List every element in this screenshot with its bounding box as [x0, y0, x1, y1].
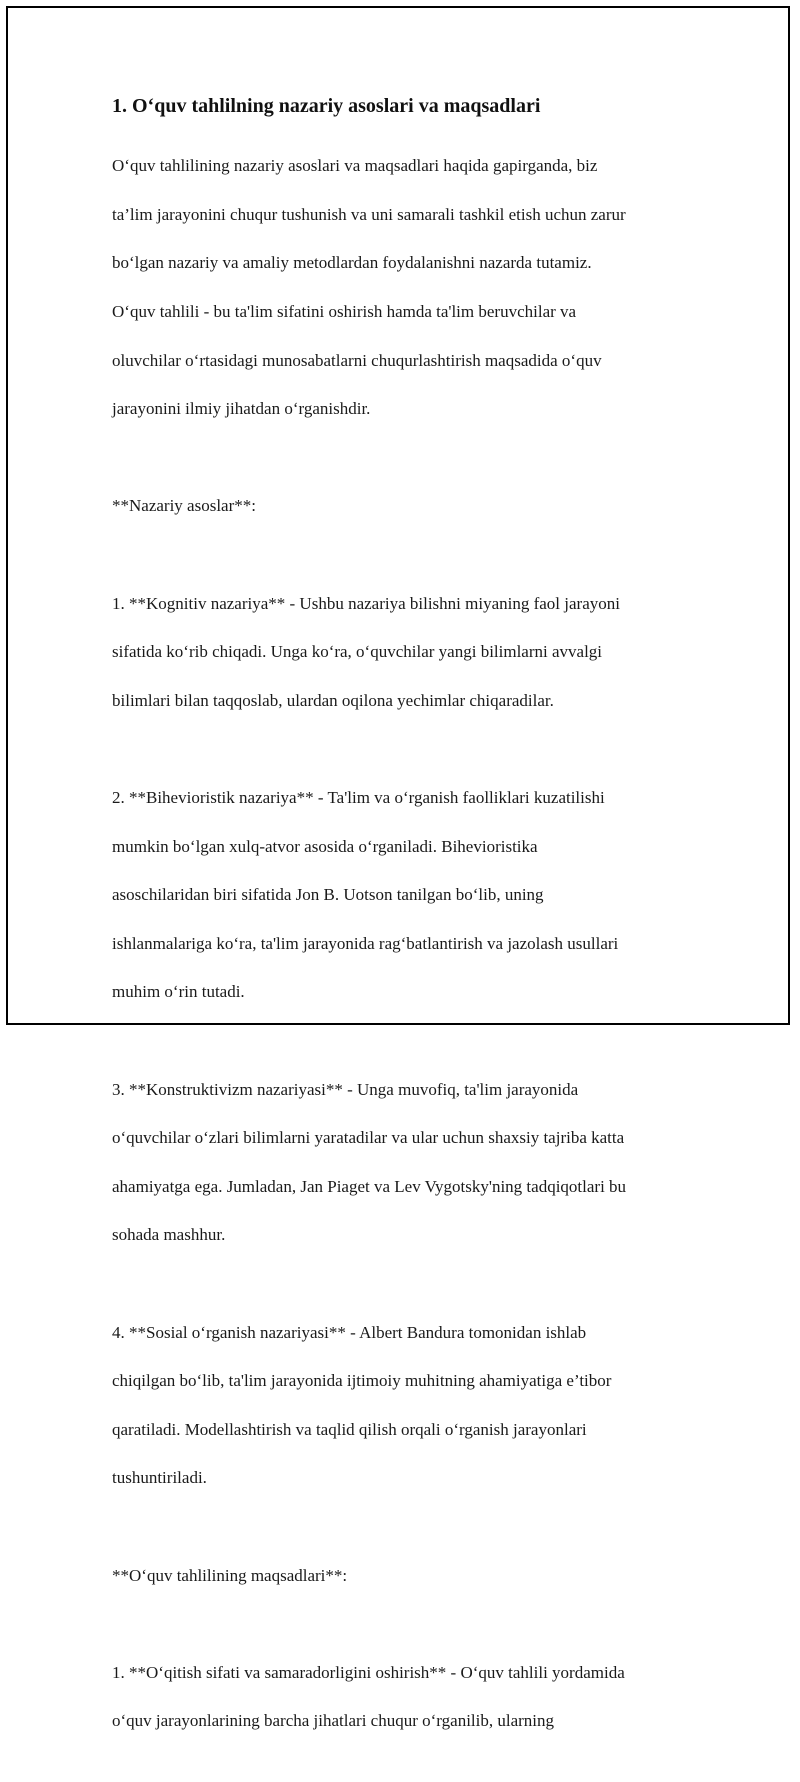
text-line: sohada mashhur.: [112, 1225, 226, 1245]
text-line: chiqilgan bo‘lib, ta'lim jarayonida ijtimoiy muhitning ahamiyatiga e’tibor: [112, 1371, 612, 1391]
document-title: 1. O‘quv tahlilning nazariy asoslari va maqsadlari: [112, 95, 541, 117]
section-heading-goals: [112, 1539, 692, 1612]
list-item-quality: [112, 1636, 692, 1757]
text-line: tushuntiriladi.: [112, 1468, 207, 1488]
list-item-social-learning: [112, 1296, 692, 1515]
text-line: ahamiyatga ega. Jumladan, Jan Piaget va Lev Vygotsky'ning tadqiqotlari bu: [112, 1176, 627, 1196]
text-line: ishlanmalariga ko‘ra, ta'lim jarayonida rag‘batlantirish va jazolash usullari: [112, 933, 619, 953]
text-line: **Nazariy asoslar**:: [112, 496, 256, 516]
text-line: O‘quv tahlili - bu ta'lim sifatini oshirish hamda ta'lim beruvchilar va: [112, 302, 577, 322]
text-line: O‘quv tahlilining nazariy asoslari va maqsadlari haqida gapirganda, biz: [112, 156, 598, 176]
document-body: [112, 92, 692, 1782]
section-heading-theory: [112, 470, 692, 543]
text-line: sifatida ko‘rib chiqadi. Unga ko‘ra, o‘quvchilar yangi bilimlarni avvalgi: [112, 642, 603, 662]
list-item-cognitive: [112, 567, 692, 737]
text-line: bo‘lgan nazariy va amaliy metodlardan foydalanishni nazarda tutamiz.: [112, 253, 592, 273]
text-line: jarayonini ilmiy jihatdan o‘rganishdir.: [112, 399, 371, 419]
text-line: 3. **Konstruktivizm nazariyasi** - Unga muvofiq, ta'lim jarayonida: [112, 1079, 579, 1099]
text-line: 1. **Kognitiv nazariya** - Ushbu nazariya bilishni miyaning faol jarayoni: [112, 593, 620, 613]
text-line: 4. **Sosial o‘rganish nazariyasi** - Albert Bandura tomonidan ishlab: [112, 1322, 587, 1342]
text-line: o‘quv jarayonlarining barcha jihatlari chuqur o‘rganilib, ularning: [112, 1711, 555, 1731]
text-line: mumkin bo‘lgan xulq-atvor asosida o‘rganiladi. Bihevioristika: [112, 836, 538, 856]
text-line: 2. **Bihevioristik nazariya** - Ta'lim va o‘rganish faolliklari kuzatilishi: [112, 788, 605, 808]
list-item-behaviorist: [112, 762, 692, 1029]
text-line: asoschilaridan biri sifatida Jon B. Uotson tanilgan bo‘lib, uning: [112, 885, 544, 905]
text-line: o‘quvchilar o‘zlari bilimlarni yaratadilar va ular uchun shaxsiy tajriba katta: [112, 1128, 625, 1148]
text-line: oluvchilar o‘rtasidagi munosabatlarni chuqurlashtirish maqsadida o‘quv: [112, 350, 602, 370]
text-line: 1. **O‘qitish sifati va samaradorligini oshirish** - O‘quv tahlili yordamida: [112, 1662, 625, 1682]
text-line: ta’lim jarayonini chuqur tushunish va uni samarali tashkil etish uchun zarur: [112, 204, 626, 224]
intro-paragraph: [112, 130, 692, 446]
text-line: qaratiladi. Modellashtirish va taqlid qilish orqali o‘rganish jarayonlari: [112, 1419, 587, 1439]
text-line: muhim o‘rin tutadi.: [112, 982, 245, 1002]
text-line: bilimlari bilan taqqoslab, ulardan oqilona yechimlar chiqaradilar.: [112, 690, 554, 710]
list-item-constructivism: [112, 1053, 692, 1272]
text-line: **O‘quv tahlilining maqsadlari**:: [112, 1565, 348, 1585]
